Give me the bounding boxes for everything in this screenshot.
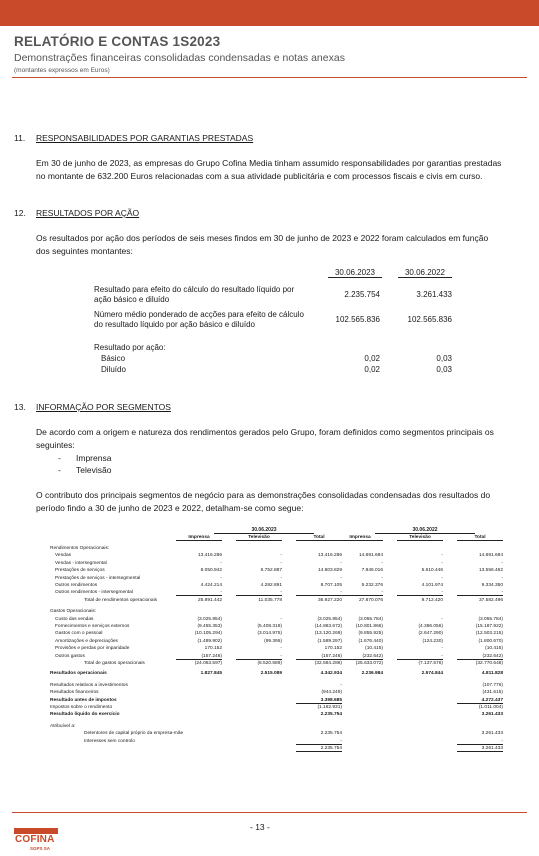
segment-cell: - bbox=[501, 575, 503, 581]
segment-cell: (232.642) bbox=[457, 654, 503, 660]
segment-column-header: Televisão bbox=[397, 535, 443, 541]
segment-cell: 170.152 bbox=[324, 646, 342, 652]
segment-cell: 3.261.433 bbox=[481, 731, 503, 737]
segment-row-label: Total de rendimentos operacionais bbox=[84, 597, 158, 603]
header-divider bbox=[12, 77, 527, 78]
segment-cell: 2.235.754 bbox=[296, 746, 342, 752]
segment-cell: - bbox=[280, 616, 282, 622]
segment-cell: (2.647.290) bbox=[418, 631, 443, 637]
segment-row-label: Fornecimentos e serviços externos bbox=[55, 624, 130, 629]
segment-cell: 4.342.934 bbox=[320, 671, 342, 677]
segment-cell: (944.249) bbox=[321, 690, 342, 696]
segment-column-header: Imprensa bbox=[337, 535, 383, 541]
segment-cell: 4.424.214 bbox=[200, 583, 222, 588]
eps-row-1-2023: 2.235.754 bbox=[344, 290, 380, 299]
section-12-title: RESULTADOS POR AÇÃO bbox=[36, 208, 140, 218]
eps-row-2-b: do resultado líquido por ação básico e diluído bbox=[94, 320, 255, 329]
segment-row-label: Outros gastos bbox=[55, 653, 85, 659]
segment-cell: 8.050.942 bbox=[200, 568, 222, 574]
segment-row-label: Prestações de serviços bbox=[55, 568, 105, 574]
section-13-line-3: O contributo dos principais segmentos de negócio para as demonstrações consolidadas condensadas dos resultados do bbox=[36, 490, 491, 500]
segment-cell: 2.235.754 bbox=[320, 712, 342, 718]
segment-cell: 4.282.891 bbox=[260, 583, 282, 588]
section-13-line-4: período findo a 30 de junho de 2023 e 2022, detalham-se como segue: bbox=[36, 503, 304, 513]
segment-cell: 7.946.016 bbox=[361, 568, 383, 574]
segment-row-label: Vendas - intersegmental bbox=[55, 560, 107, 566]
segment-cell: 6.752.887 bbox=[260, 568, 282, 574]
segment-cell: - bbox=[280, 553, 282, 559]
segment-imprensa: Imprensa bbox=[76, 453, 112, 463]
eps-col-2022: 30.06.2022 bbox=[398, 268, 452, 278]
segment-cell: - bbox=[441, 646, 443, 652]
segment-cell: 4.101.974 bbox=[421, 583, 443, 588]
segment-cell: (10.105.294) bbox=[194, 631, 222, 637]
currency-note: (montantes expressos em Euros) bbox=[14, 67, 110, 74]
segment-cell: - bbox=[441, 616, 443, 622]
segment-column-header: Total bbox=[296, 535, 342, 541]
segment-row-label: Resultados relativos a investimentos bbox=[50, 682, 128, 688]
segment-cell: 25.891.442 bbox=[197, 597, 222, 603]
section-13-title: INFORMAÇÃO POR SEGMENTOS bbox=[36, 402, 171, 412]
segment-cell: (13.120.269) bbox=[314, 631, 342, 637]
segment-cell: - bbox=[381, 575, 383, 581]
segment-cell: - bbox=[280, 560, 282, 566]
segment-cell: 14.691.684 bbox=[478, 553, 503, 559]
segment-cell: (3.025.954) bbox=[317, 616, 342, 622]
segment-cell: 37.582.496 bbox=[478, 597, 503, 603]
segment-row-label: Resultados operacionais bbox=[50, 671, 107, 677]
segment-cell: (8.520.689) bbox=[257, 661, 282, 666]
eps-row-1-b: ação básico e diluído bbox=[94, 295, 170, 304]
segment-cell: (7.137.576) bbox=[418, 661, 443, 666]
segment-cell: (157.246) bbox=[176, 654, 222, 660]
segment-cell: 27.870.076 bbox=[358, 597, 383, 603]
segment-cell: (10.415) bbox=[365, 646, 383, 652]
segment-row-label: Resultados financeiros bbox=[50, 690, 99, 696]
bullet-dash: - bbox=[58, 453, 61, 463]
segment-cell: - bbox=[220, 560, 222, 566]
section-12-line-2: dos seguintes montantes: bbox=[36, 246, 133, 256]
segment-cell: (4.386.056) bbox=[418, 624, 443, 629]
segment-cell: (24.063.597) bbox=[194, 661, 222, 666]
segment-cell: (5.408.319) bbox=[257, 624, 282, 629]
segment-cell: (99.395) bbox=[264, 638, 282, 644]
section-11-title: RESPONSABILIDADES POR GARANTIAS PRESTADAS bbox=[36, 133, 254, 143]
section-11-line-1: Em 30 de junho de 2023, as empresas do Grupo Cofina Media tinham assumido responsabilidades por garantias prestadas bbox=[36, 158, 502, 168]
segment-row-label: Interesses sem controlo bbox=[84, 738, 135, 744]
segment-cell: (3.014.975) bbox=[257, 631, 282, 637]
segment-cell: - bbox=[441, 553, 443, 559]
segment-cell: (157.246) bbox=[296, 654, 342, 660]
segment-cell: - bbox=[441, 575, 443, 581]
segment-cell: - bbox=[280, 646, 282, 652]
eps-row-2-2023: 102.565.836 bbox=[335, 315, 380, 324]
segment-cell: (431.615) bbox=[482, 690, 503, 696]
top-accent-bar bbox=[0, 0, 539, 26]
segment-row-label: Resultado líquido do exercício bbox=[50, 712, 120, 718]
page-number: - 13 - bbox=[250, 822, 270, 832]
eps-row-2-a: Número médio ponderado de acções para efeito de cálculo bbox=[94, 310, 304, 319]
segment-cell: - bbox=[397, 654, 443, 660]
segment-cell: 5.232.376 bbox=[361, 583, 383, 588]
segment-row-label: Outros rendimentos - intersegmental bbox=[55, 590, 133, 596]
segment-cell: (124.230) bbox=[422, 638, 443, 644]
segment-cell: - bbox=[397, 590, 443, 596]
section-13-number: 13. bbox=[14, 402, 26, 412]
segment-cell: (1.489.902) bbox=[197, 638, 222, 644]
segment-cell: 3.261.433 bbox=[457, 746, 503, 752]
section-12-line-1: Os resultados por ação dos períodos de seis meses findos em 30 de junho de 2023 e 2022 foram calculados em função bbox=[36, 233, 489, 243]
eps-row-2-2022: 102.565.836 bbox=[407, 315, 452, 324]
segment-cell: (3.055.784) bbox=[358, 616, 383, 622]
segment-cell: 170.152 bbox=[204, 646, 222, 652]
segment-cell: (1.589.297) bbox=[317, 638, 342, 644]
report-subtitle: Demonstrações financeiras consolidadas condensadas e notas anexas bbox=[14, 52, 345, 64]
segment-televisao: Televisão bbox=[76, 465, 112, 475]
segment-period-2023: 30.06.2023 bbox=[214, 527, 314, 534]
eps-basic-2022: 0,03 bbox=[436, 354, 452, 363]
segment-cell: (3.055.784) bbox=[478, 616, 503, 622]
segment-cell: 1.827.845 bbox=[200, 671, 222, 677]
segment-cell: (107.776) bbox=[482, 682, 503, 688]
segment-cell: - bbox=[296, 590, 342, 596]
segment-cell: - bbox=[337, 590, 383, 596]
segment-cell: - bbox=[280, 575, 282, 581]
segment-cell: 9.334.350 bbox=[481, 583, 503, 588]
segment-row-label: Vendas bbox=[55, 553, 72, 559]
section-11-line-2: no montante de 632.200 Euros relacionadas com a sua atividade publicitária e com processos fiscais e civis em curso. bbox=[36, 171, 483, 181]
segment-cell: (1.800.670) bbox=[478, 638, 503, 644]
eps-basic-2023: 0,02 bbox=[364, 354, 380, 363]
segment-cell: 3.261.433 bbox=[481, 712, 503, 718]
segment-cell: (3.025.954) bbox=[197, 616, 222, 622]
segment-cell: (9.855.925) bbox=[358, 631, 383, 637]
footer-divider bbox=[12, 812, 527, 813]
eps-row-1-a: Resultado para efeito do cálculo do resultado líquido por bbox=[94, 285, 295, 294]
segment-cell: 13.416.286 bbox=[317, 553, 342, 559]
segment-cell: - bbox=[296, 739, 342, 745]
segment-row-label: Custo das vendas bbox=[55, 616, 94, 622]
segment-cell: 13.416.286 bbox=[197, 553, 222, 559]
segment-cell: 2.515.089 bbox=[260, 671, 282, 677]
segment-cell: 14.691.684 bbox=[358, 553, 383, 559]
segment-cell: 36.927.220 bbox=[317, 597, 342, 603]
segment-column-header: Total bbox=[457, 535, 503, 541]
segment-column-header: Televisão bbox=[236, 535, 282, 541]
segment-row-label: Prestações de serviços - intersegmental bbox=[55, 575, 141, 581]
segment-cell: - bbox=[236, 654, 282, 660]
segment-cell: (14.863.672) bbox=[314, 624, 342, 629]
segment-row-label: Atribuível a: bbox=[50, 723, 76, 729]
segment-row-label: Impostos sobre o rendimento bbox=[50, 705, 113, 710]
segment-cell: - bbox=[457, 739, 503, 745]
segment-cell: - bbox=[441, 560, 443, 566]
segment-cell: (25.633.072) bbox=[355, 661, 383, 666]
segment-row-label: Provisões e perdas por imparidade bbox=[55, 646, 130, 652]
segment-cell: (9.455.353) bbox=[197, 624, 222, 629]
segment-cell: 2.574.844 bbox=[421, 671, 443, 677]
bullet-dash: - bbox=[58, 465, 61, 475]
segment-row-label: Resultado antes de impostos bbox=[50, 697, 117, 703]
segment-cell: 4.811.828 bbox=[481, 671, 503, 677]
eps-row-basic: Básico bbox=[101, 354, 126, 363]
segment-cell: (232.642) bbox=[337, 654, 383, 660]
segment-cell: - bbox=[236, 590, 282, 596]
segment-cell: (12.503.215) bbox=[475, 631, 503, 637]
segment-cell: - bbox=[501, 560, 503, 566]
segment-cell: 2.236.984 bbox=[361, 671, 383, 677]
segment-cell: - bbox=[457, 590, 503, 596]
section-12-number: 12. bbox=[14, 208, 26, 218]
segment-cell: - bbox=[220, 575, 222, 581]
segment-cell: 9.712.420 bbox=[421, 597, 443, 603]
segment-cell: - bbox=[176, 590, 222, 596]
segment-cell: 4.272.437 bbox=[457, 698, 503, 704]
segment-row-label: Total de gastos operacionais bbox=[84, 661, 145, 666]
segment-period-2022: 30.06.2022 bbox=[375, 527, 475, 534]
section-13-line-2: seguintes: bbox=[36, 440, 75, 450]
section-13-line-1: De acordo com a origem e natureza dos rendimentos gerados pelo Grupo, foram definidos como segmentos principais os bbox=[36, 427, 494, 437]
eps-row-diluted: Diluído bbox=[101, 365, 126, 374]
segment-row-label: Outros rendimentos bbox=[55, 583, 98, 588]
segment-row-label: Gastos Operacionais: bbox=[50, 609, 97, 615]
segment-cell: (32.770.648) bbox=[475, 661, 503, 666]
eps-row-3: Resultado por ação: bbox=[94, 343, 166, 352]
segment-cell: 5.610.446 bbox=[421, 568, 443, 574]
segment-row-label: Rendimentos Operacionais: bbox=[50, 546, 110, 551]
segment-column-header: Imprensa bbox=[176, 535, 222, 541]
segment-cell: - bbox=[340, 575, 342, 581]
eps-row-1-2022: 3.261.433 bbox=[416, 290, 452, 299]
eps-col-2023: 30.06.2023 bbox=[328, 268, 382, 278]
segment-cell: (1.162.931) bbox=[317, 705, 342, 710]
segment-cell: (15.187.922) bbox=[475, 624, 503, 629]
segment-cell: (10.415) bbox=[485, 646, 503, 652]
segment-cell: 3.398.685 bbox=[296, 698, 342, 704]
segment-cell: 11.035.778 bbox=[258, 597, 282, 603]
segment-cell: 14.803.829 bbox=[317, 568, 342, 574]
logo-subtitle: SGPS SA bbox=[30, 846, 51, 851]
segment-cell: (10.801.866) bbox=[355, 624, 383, 629]
segment-cell: 13.556.462 bbox=[478, 568, 503, 574]
segment-cell: (1.676.440) bbox=[358, 638, 383, 644]
report-title: RELATÓRIO E CONTAS 1S2023 bbox=[14, 34, 221, 49]
segment-cell: - bbox=[340, 682, 342, 688]
segment-cell: 2.235.754 bbox=[320, 731, 342, 737]
segment-cell: - bbox=[340, 560, 342, 566]
segment-row-label: Gastos com o pessoal bbox=[55, 631, 103, 637]
segment-row-label: Amortizações e depreciações bbox=[55, 638, 118, 644]
segment-cell: (32.584.286) bbox=[314, 661, 342, 666]
section-11-number: 11. bbox=[14, 133, 26, 143]
eps-diluted-2022: 0,03 bbox=[436, 365, 452, 374]
segment-cell: - bbox=[381, 560, 383, 566]
segment-cell: 8.707.105 bbox=[320, 583, 342, 588]
eps-diluted-2023: 0,02 bbox=[364, 365, 380, 374]
logo-wordmark: COFINA bbox=[15, 834, 55, 845]
segment-row-label: Detentores de capital próprio da empresa-mãe bbox=[84, 731, 184, 737]
segment-cell: (1.011.004) bbox=[478, 705, 503, 710]
